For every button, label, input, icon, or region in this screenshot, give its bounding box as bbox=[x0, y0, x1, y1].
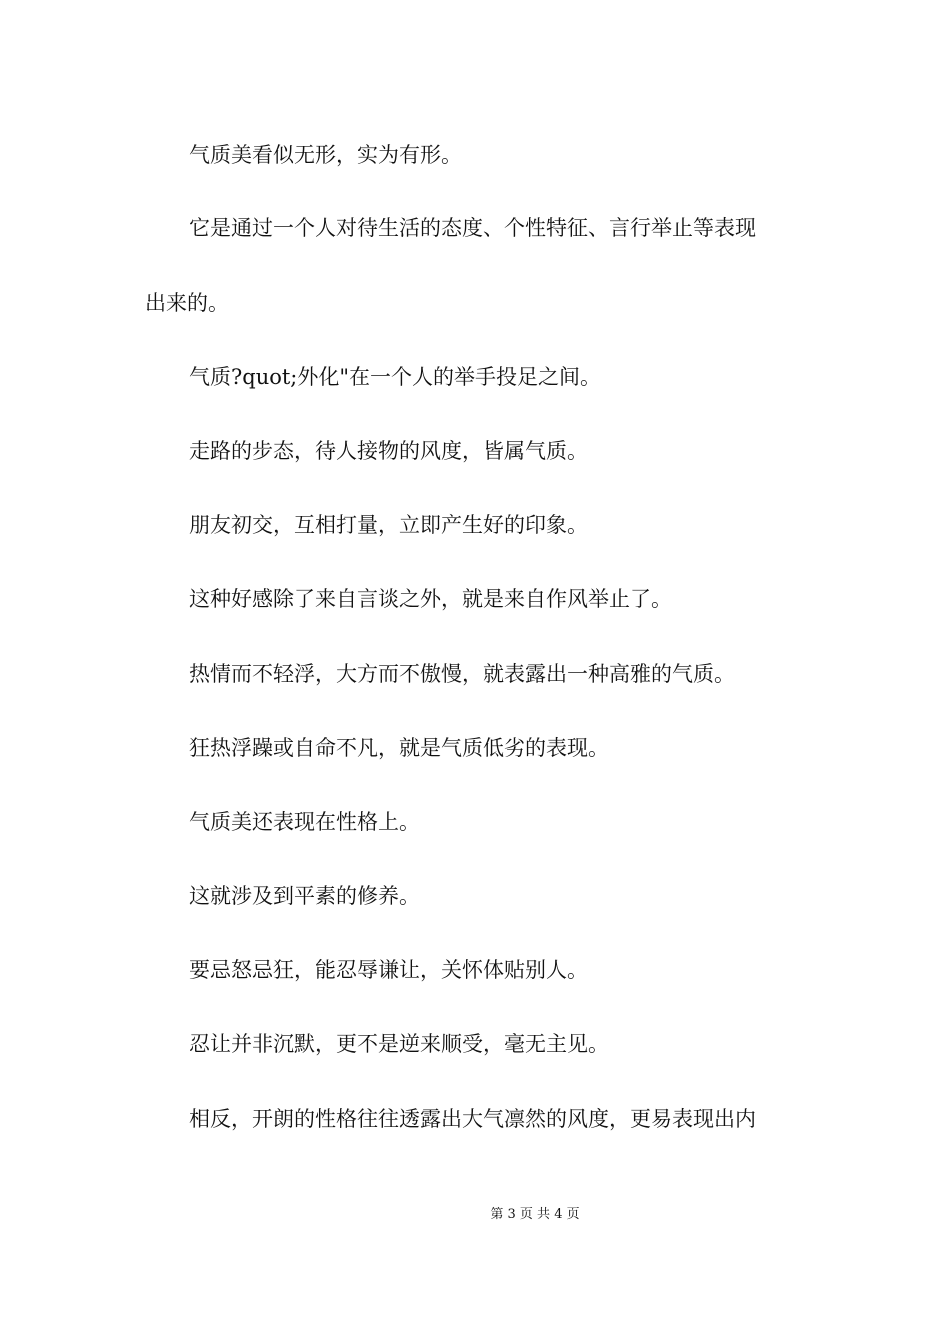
paragraph-12: 忍让并非沉默，更不是逆来顺受，毫无主见。 bbox=[189, 1032, 609, 1056]
paragraph-3: 气质?quot;外化"在一个人的举手投足之间。 bbox=[189, 365, 602, 389]
paragraph-2-line-1: 它是通过一个人对待生活的态度、个性特征、言行举止等表现 bbox=[189, 216, 756, 240]
paragraph-2-line-2: 出来的。 bbox=[145, 291, 229, 315]
paragraph-10: 这就涉及到平素的修养。 bbox=[189, 884, 420, 908]
paragraph-4: 走路的步态，待人接物的风度，皆属气质。 bbox=[189, 439, 588, 463]
paragraph-6: 这种好感除了来自言谈之外，就是来自作风举止了。 bbox=[189, 587, 672, 611]
paragraph-9: 气质美还表现在性格上。 bbox=[189, 810, 420, 834]
paragraph-11: 要忌怒忌狂，能忍辱谦让，关怀体贴别人。 bbox=[189, 958, 588, 982]
paragraph-7: 热情而不轻浮，大方而不傲慢，就表露出一种高雅的气质。 bbox=[189, 662, 735, 686]
paragraph-8: 狂热浮躁或自命不凡，就是气质低劣的表现。 bbox=[189, 736, 609, 760]
page-number-footer: 第 3 页 共 4 页 bbox=[490, 1207, 580, 1222]
paragraph-5: 朋友初交，互相打量，立即产生好的印象。 bbox=[189, 513, 588, 537]
paragraph-1: 气质美看似无形，实为有形。 bbox=[189, 143, 462, 167]
paragraph-13: 相反，开朗的性格往往透露出大气凛然的风度，更易表现出内 bbox=[189, 1107, 756, 1131]
